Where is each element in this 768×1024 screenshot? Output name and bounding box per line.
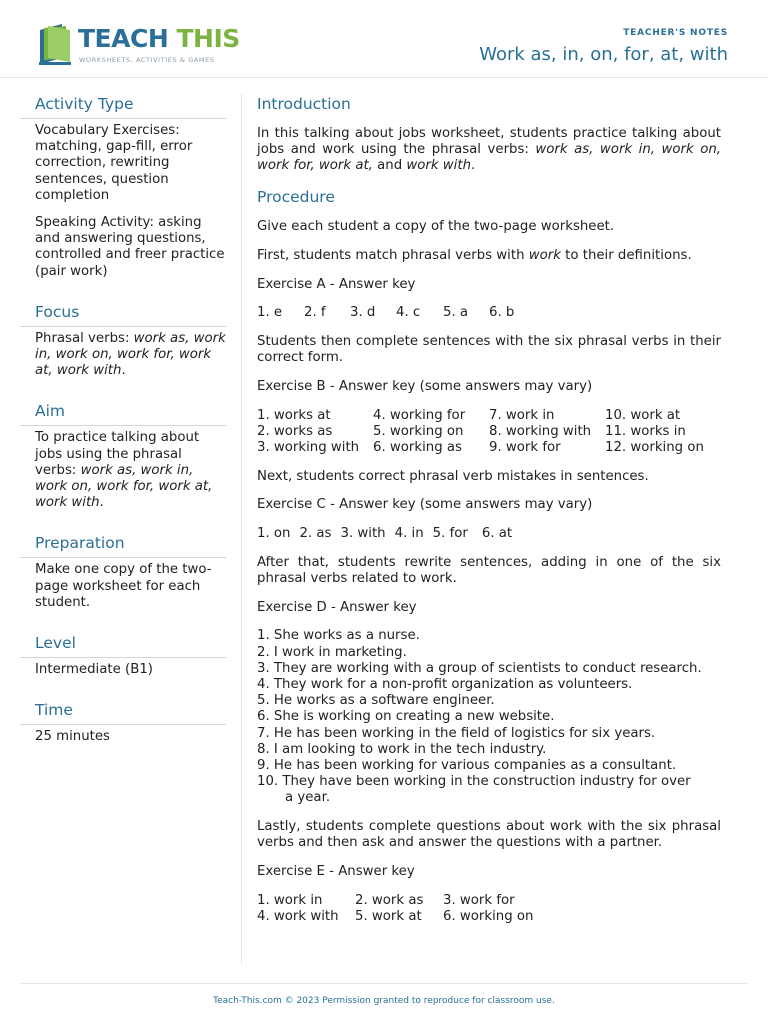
exercise-c-answer: 3. with: [340, 526, 386, 542]
exercise-c-answer: 2. as: [299, 526, 332, 542]
exercise-a-answer: 3. d: [350, 305, 376, 321]
exercise-d-answer: 1. She works as a nurse.: [257, 628, 420, 644]
footer-divider: [20, 983, 748, 984]
exercise-b-answer: 3. working with: [257, 439, 360, 455]
exercise-a-answer: 6. b: [489, 305, 515, 321]
exercise-e-answer: 3. work for: [443, 892, 515, 908]
logo-word-teach: TEACH: [78, 24, 169, 53]
exercise-d-answer: 9. He has been working for various companies as a consultant.: [257, 757, 677, 773]
exercise-e-answer: 2. work as: [355, 892, 424, 908]
exercise-d-answer: 5. He works as a software engineer.: [257, 693, 495, 709]
focus-heading: Focus: [20, 302, 226, 327]
exercise-b-answer: 1. works at: [257, 407, 331, 423]
logo-tagline: WORKSHEETS, ACTIVITIES & GAMES: [79, 56, 215, 64]
aim-text: To practice talking about jobs using the phrasal verbs: work as, work in, work on, work for, work at, work with.: [35, 430, 213, 511]
introduction-heading: Introduction: [257, 95, 351, 113]
procedure-step-1: Give each student a copy of the two-page worksheet.: [257, 219, 615, 235]
exercise-a-answer: 2. f: [304, 305, 326, 321]
introduction-text: In this talking about jobs worksheet, students practice talking about jobs and work using the phrasal verbs: work as, work in, work on, work for, work at, and work with.: [257, 126, 721, 174]
exercise-d-title: Exercise D - Answer key: [257, 599, 417, 615]
exercise-d-answer: 6. She is working on creating a new website.: [257, 709, 555, 725]
exercise-b-answer: 2. works as: [257, 423, 333, 439]
logo-wordmark: [78, 24, 240, 54]
exercise-a-answer: 1. e: [257, 305, 283, 321]
teach-this-logo[interactable]: [36, 22, 240, 70]
exercise-e-title: Exercise E - Answer key: [257, 864, 415, 879]
focus-section: [20, 302, 226, 380]
procedure-step-3: Students then complete sentences with the six phrasal verbs in their correct form.: [257, 333, 721, 366]
preparation-heading: Preparation: [20, 533, 226, 558]
preparation-section: [20, 533, 226, 611]
time-section: [20, 700, 226, 745]
exercise-e-answers: [257, 893, 721, 925]
exercise-a-title: Exercise A - Answer key: [257, 276, 416, 292]
exercise-e-answer: 4. work with: [257, 908, 339, 924]
footer-copyright[interactable]: Teach-This.com © 2023 Permission granted to reproduce for classroom use.: [213, 996, 555, 1006]
procedure-step-6: Lastly, students complete questions about work with the six phrasal verbs and then ask and answer the questions with a partner.: [257, 819, 721, 851]
exercise-b-title: Exercise B - Answer key (some answers may vary): [257, 378, 593, 394]
exercise-c-title: Exercise C - Answer key (some answers may vary): [257, 497, 593, 513]
column-divider: [241, 94, 242, 964]
level-section: [20, 633, 226, 678]
time-heading: Time: [20, 700, 226, 725]
exercise-b-answer: 6. working as: [373, 439, 462, 455]
procedure-step-5: After that, students rewrite sentences, adding in one of the six phrasal verbs related to work.: [257, 554, 721, 586]
activity-type-vocabulary: Vocabulary Exercises: matching, gap-fill, error correction, rewriting sentences, question completion: [35, 123, 193, 203]
document-title: Work as, in, on, for, at, with: [479, 44, 728, 65]
exercise-b-answers: [257, 408, 721, 457]
exercise-e-answer: 1. work in: [257, 892, 323, 908]
exercise-d-answer: 10. They have been working in the construction industry for over a year.: [257, 774, 691, 806]
exercise-b-answer: 8. working with: [489, 423, 592, 439]
preparation-text: Make one copy of the two-page worksheet for each student.: [35, 562, 212, 610]
procedure-heading: Procedure: [257, 188, 335, 207]
exercise-e-answer: 6. working on: [443, 908, 534, 924]
exercise-a-answer: 4. c: [396, 305, 421, 321]
exercise-b-answer: 7. work in: [489, 407, 555, 423]
exercise-a-answers: [257, 305, 721, 321]
exercise-c-answers: [257, 526, 721, 542]
exercise-d-answer: 7. He has been working in the field of logistics for six years.: [257, 725, 656, 741]
teachers-notes-label: TEACHER'S NOTES: [623, 28, 728, 38]
exercise-d-answer: 2. I work in marketing.: [257, 644, 407, 660]
exercise-b-answer: 9. work for: [489, 439, 561, 455]
exercise-b-answer: 5. working on: [373, 423, 464, 439]
exercise-c-answer: 4. in: [394, 526, 424, 542]
exercise-b-answer: 11. works in: [605, 423, 686, 439]
level-text: Intermediate (B1): [35, 662, 153, 678]
level-heading: Level: [20, 633, 226, 658]
main-content: [257, 94, 721, 937]
exercise-c-answer: 1. on: [257, 526, 291, 542]
exercise-d-answer: 8. I am looking to work in the tech industry.: [257, 741, 547, 757]
procedure-step-4: Next, students correct phrasal verb mistakes in sentences.: [257, 468, 649, 484]
exercise-d-answer: 3. They are working with a group of scientists to conduct research.: [257, 660, 702, 676]
sidebar: [20, 94, 226, 767]
exercise-b-answer: 10. work at: [605, 407, 681, 423]
page-header: [0, 0, 768, 78]
aim-section: [20, 401, 226, 511]
exercise-a-answer: 5. a: [443, 305, 469, 321]
exercise-c-answer: 5. for: [432, 526, 468, 542]
activity-type-section: [20, 94, 226, 280]
logo-word-this: THIS: [176, 24, 240, 53]
exercise-b-answer: 4. working for: [373, 407, 466, 423]
aim-heading: Aim: [20, 401, 226, 426]
procedure-step-2: First, students match phrasal verbs with work to their definitions.: [257, 247, 692, 263]
exercise-c-answer: 6. at: [481, 526, 513, 542]
activity-type-speaking: Speaking Activity: asking and answering questions, controlled and freer practice (pair work): [35, 215, 225, 279]
exercise-d-answers: [257, 628, 721, 806]
time-text: 25 minutes: [35, 729, 110, 745]
activity-type-heading: Activity Type: [20, 94, 226, 119]
exercise-d-answer: 4. They work for a non-profit organization as volunteers.: [257, 676, 633, 692]
book-logo-icon: [36, 24, 74, 66]
exercise-e-answer: 5. work at: [355, 908, 422, 924]
exercise-b-answer: 12. working on: [605, 439, 704, 455]
focus-text: Phrasal verbs: work as, work in, work on, work for, work at, work with.: [35, 330, 226, 379]
